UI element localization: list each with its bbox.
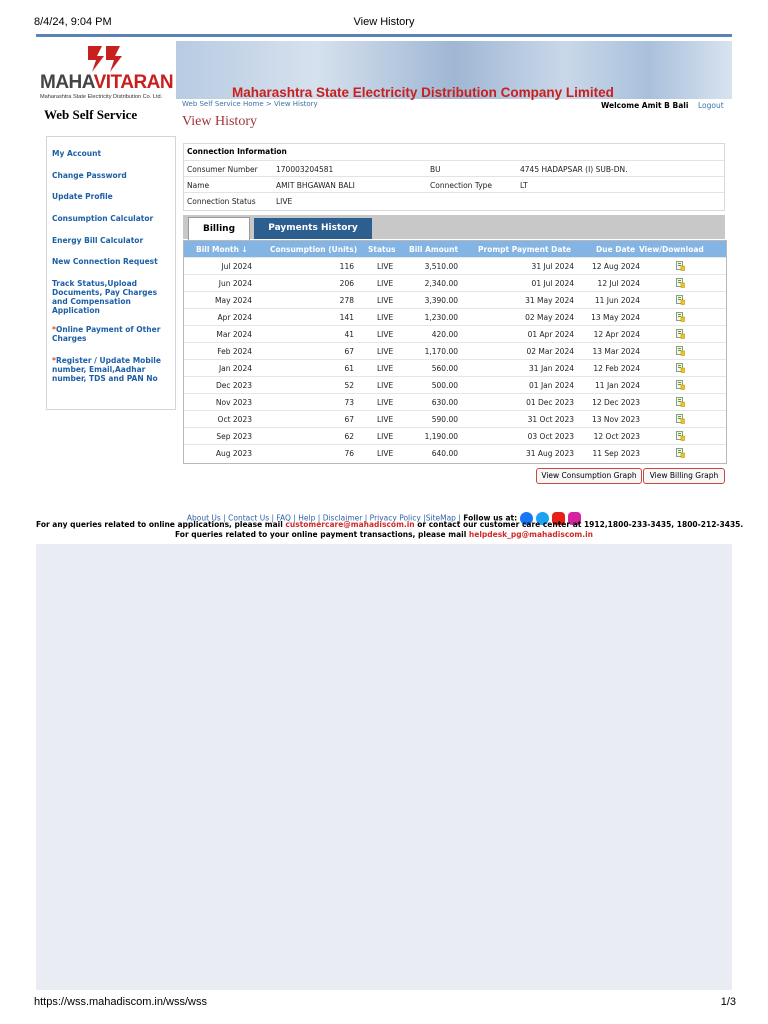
col-prompt-date: Prompt Payment Date xyxy=(478,245,572,254)
bill-month: Jun 2024 xyxy=(218,279,252,288)
consumption-units: 141 xyxy=(339,313,354,322)
sidebar-item-consumption-calculator[interactable]: Consumption Calculator xyxy=(52,214,154,223)
bu-value: 4745 HADAPSAR (I) SUB-DN. xyxy=(520,165,628,174)
sidebar-item-update-profile[interactable]: Update Profile xyxy=(52,192,113,201)
status: LIVE xyxy=(377,398,394,407)
prompt-payment-date: 01 Jan 2024 xyxy=(529,381,574,390)
consumption-units: 206 xyxy=(339,279,354,288)
download-bill-icon[interactable] xyxy=(676,380,685,390)
due-date: 12 Apr 2024 xyxy=(593,330,640,339)
download-bill-icon[interactable] xyxy=(676,278,685,288)
page-frame xyxy=(36,34,744,990)
breadcrumb[interactable]: Web Self Service Home > View History xyxy=(182,100,318,108)
col-view-download: View/Download xyxy=(639,245,704,254)
bill-month: Nov 2023 xyxy=(215,398,252,407)
consumption-units: 61 xyxy=(344,364,354,373)
bill-month: Apr 2024 xyxy=(217,313,252,322)
table-row xyxy=(184,410,726,428)
footer-links: About Us | Contact Us | FAQ | Help | Disclaimer | Privacy Policy |SiteMap | Follow us at: xyxy=(36,512,732,525)
bill-amount: 3,390.00 xyxy=(424,296,458,305)
bill-amount: 590.00 xyxy=(431,415,458,424)
prompt-payment-date: 31 Oct 2023 xyxy=(527,415,574,424)
due-date: 13 Nov 2023 xyxy=(591,415,640,424)
bill-month: Jan 2024 xyxy=(218,364,252,373)
bill-amount: 500.00 xyxy=(431,381,458,390)
bill-amount: 1,170.00 xyxy=(424,347,458,356)
due-date: 11 Jun 2024 xyxy=(594,296,640,305)
due-date: 13 May 2024 xyxy=(591,313,640,322)
connection-info xyxy=(183,143,725,211)
status: LIVE xyxy=(377,415,394,424)
customercare-email-link[interactable]: customercare@mahadiscom.in xyxy=(285,520,415,529)
status: LIVE xyxy=(377,364,394,373)
sidebar-title: Web Self Service xyxy=(44,107,138,122)
connection-info-heading: Connection Information xyxy=(187,147,287,156)
bill-month: Feb 2024 xyxy=(217,347,252,356)
footer-line-queries: For any queries related to online applications, please mail customercare@mahadiscom.in or contact our customer care center at 1912,1800-233-3435, 1800-212-3435. xyxy=(36,520,744,529)
status: LIVE xyxy=(377,313,394,322)
due-date: 12 Jul 2024 xyxy=(597,279,640,288)
bill-month: Aug 2023 xyxy=(215,449,252,458)
consumer-number-label: Consumer Number xyxy=(187,165,258,174)
connection-type: LT xyxy=(520,181,528,190)
company-name: Maharashtra State Electricity Distribution Company Limited xyxy=(232,85,614,100)
due-date: 12 Feb 2024 xyxy=(593,364,640,373)
conn-row xyxy=(184,192,724,209)
consumption-units: 76 xyxy=(344,449,354,458)
bill-month: Sep 2023 xyxy=(216,432,252,441)
download-bill-icon[interactable] xyxy=(676,363,685,373)
sidebar xyxy=(46,136,176,410)
consumption-units: 41 xyxy=(344,330,354,339)
table-row xyxy=(184,359,726,377)
table-header xyxy=(184,241,726,257)
print-url: https://wss.mahadiscom.in/wss/wss xyxy=(34,996,207,1008)
bill-month: Oct 2023 xyxy=(217,415,252,424)
consumption-units: 67 xyxy=(344,347,354,356)
consumption-units: 73 xyxy=(344,398,354,407)
print-title: View History xyxy=(353,16,415,28)
prompt-payment-date: 31 Jul 2024 xyxy=(531,262,574,271)
status: LIVE xyxy=(377,449,394,458)
download-bill-icon[interactable] xyxy=(676,414,685,424)
conn-row xyxy=(184,160,724,177)
helpdesk-email-link[interactable]: helpdesk_pg@mahadiscom.in xyxy=(468,530,594,539)
col-bill-month[interactable]: Bill Month ↓ xyxy=(196,245,248,254)
bill-amount: 630.00 xyxy=(431,398,458,407)
table-row xyxy=(184,257,726,275)
footer-link-disclaimer[interactable]: Disclaimer xyxy=(322,513,363,523)
sort-down-icon: ↓ xyxy=(241,245,248,254)
due-date: 11 Jan 2024 xyxy=(595,381,640,390)
download-bill-icon[interactable] xyxy=(676,295,685,305)
sidebar-item-new-connection[interactable]: New Connection Request xyxy=(52,257,158,266)
prompt-payment-date: 01 Apr 2024 xyxy=(527,330,574,339)
prompt-payment-date: 31 Aug 2023 xyxy=(525,449,574,458)
bill-month: Mar 2024 xyxy=(216,330,252,339)
due-date: 12 Dec 2023 xyxy=(592,398,640,407)
col-due-date: Due Date xyxy=(596,245,636,254)
bill-month: Jul 2024 xyxy=(221,262,252,271)
table-row xyxy=(184,376,726,394)
download-bill-icon[interactable] xyxy=(676,261,685,271)
bill-amount: 1,190.00 xyxy=(424,432,458,441)
consumption-units: 62 xyxy=(344,432,354,441)
tab-payments-history[interactable]: Payments History xyxy=(254,218,372,239)
bill-amount: 3,510.00 xyxy=(424,262,458,271)
footer-link-about[interactable]: About Us xyxy=(186,513,221,523)
sidebar-item-energy-bill-calculator[interactable]: Energy Bill Calculator xyxy=(52,236,144,245)
footer-link-faq[interactable]: FAQ xyxy=(276,513,291,523)
bill-amount: 1,230.00 xyxy=(424,313,458,322)
prompt-payment-date: 03 Oct 2023 xyxy=(527,432,574,441)
footer-link-help[interactable]: Help xyxy=(298,513,316,523)
logo-subtitle: Maharashtra State Electricity Distribution Co. Ltd. xyxy=(40,94,163,100)
name-label: Name xyxy=(187,181,210,190)
col-status: Status xyxy=(368,245,396,254)
table-row xyxy=(184,393,726,411)
footer-line-payments: For queries related to your online payment transactions, please mail helpdesk_pg@mahadiscom.in xyxy=(174,530,594,539)
bill-month: Dec 2023 xyxy=(216,381,252,390)
table-row xyxy=(184,274,726,292)
tab-billing[interactable]: Billing xyxy=(188,217,250,240)
bill-amount: 2,340.00 xyxy=(424,279,458,288)
print-datetime: 8/4/24, 9:04 PM xyxy=(34,16,112,28)
billing-table xyxy=(183,240,727,464)
consumption-units: 67 xyxy=(344,415,354,424)
prompt-payment-date: 02 Mar 2024 xyxy=(526,347,574,356)
sidebar-item-online-payment[interactable]: *Online Payment of Other Charges xyxy=(52,325,161,343)
download-bill-icon[interactable] xyxy=(676,448,685,458)
footer-link-sitemap[interactable]: SiteMap xyxy=(425,513,456,523)
sidebar-item-register-update[interactable]: *Register / Update Mobile number, Email,Aadhar number, TDS and PAN No xyxy=(52,356,161,383)
download-bill-icon[interactable] xyxy=(676,397,685,407)
status-label: Connection Status xyxy=(187,197,256,206)
consumer-number: 170003204581 xyxy=(276,165,334,174)
col-consumption: Consumption (Units) xyxy=(270,245,358,254)
print-page-number: 1/3 xyxy=(720,996,736,1008)
consumption-units: 116 xyxy=(339,262,354,271)
content-area xyxy=(36,34,744,544)
table-row xyxy=(184,325,726,343)
logout-link[interactable]: Logout xyxy=(698,101,724,110)
bill-amount: 420.00 xyxy=(431,330,458,339)
bu-label: BU xyxy=(430,165,441,174)
conn-row xyxy=(184,176,724,193)
consumption-units: 278 xyxy=(339,296,354,305)
status: LIVE xyxy=(377,296,394,305)
top-line xyxy=(36,34,732,37)
status: LIVE xyxy=(377,432,394,441)
status: LIVE xyxy=(377,279,394,288)
sidebar-item-change-password[interactable]: Change Password xyxy=(52,171,127,180)
prompt-payment-date: 01 Jul 2024 xyxy=(531,279,574,288)
sidebar-item-my-account[interactable]: My Account xyxy=(52,149,102,158)
footer-link-contact[interactable]: Contact Us xyxy=(228,513,270,523)
table-row xyxy=(184,342,726,360)
view-billing-graph-button[interactable]: View Billing Graph xyxy=(643,468,725,484)
follow-us-label: Follow us at: xyxy=(463,513,518,523)
view-consumption-graph-button[interactable]: View Consumption Graph xyxy=(536,468,642,484)
bill-amount: 640.00 xyxy=(431,449,458,458)
bill-amount: 560.00 xyxy=(431,364,458,373)
table-row xyxy=(184,308,726,326)
due-date: 12 Aug 2024 xyxy=(591,262,640,271)
lightning-logo-icon xyxy=(84,44,124,74)
download-bill-icon[interactable] xyxy=(676,329,685,339)
page-title: View History xyxy=(182,114,257,129)
prompt-payment-date: 01 Dec 2023 xyxy=(526,398,574,407)
due-date: 13 Mar 2024 xyxy=(592,347,640,356)
consumption-units: 52 xyxy=(344,381,354,390)
download-bill-icon[interactable] xyxy=(676,346,685,356)
col-bill-amount: Bill Amount xyxy=(409,245,459,254)
bill-month: May 2024 xyxy=(215,296,252,305)
welcome-text: Welcome Amit B Bali xyxy=(601,101,689,110)
connection-status: LIVE xyxy=(276,197,293,206)
download-bill-icon[interactable] xyxy=(676,431,685,441)
logo-wordmark: MAHAVITARAN xyxy=(40,72,174,93)
status: LIVE xyxy=(377,262,394,271)
status: LIVE xyxy=(377,347,394,356)
tab-bar xyxy=(183,215,725,239)
consumer-name: AMIT BHGAWAN BALI xyxy=(276,181,355,190)
due-date: 12 Oct 2023 xyxy=(593,432,640,441)
table-row xyxy=(184,291,726,309)
download-bill-icon[interactable] xyxy=(676,312,685,322)
footer-link-privacy[interactable]: Privacy Policy xyxy=(369,513,421,523)
prompt-payment-date: 31 May 2024 xyxy=(525,296,574,305)
connection-type-label: Connection Type xyxy=(430,181,493,190)
sidebar-item-track-status[interactable]: Track Status,Upload Documents, Pay Charges and Compensation Application xyxy=(52,279,158,315)
table-row xyxy=(184,444,726,462)
prompt-payment-date: 02 May 2024 xyxy=(525,313,574,322)
due-date: 11 Sep 2023 xyxy=(592,449,640,458)
table-row xyxy=(184,427,726,445)
status: LIVE xyxy=(377,330,394,339)
prompt-payment-date: 31 Jan 2024 xyxy=(529,364,574,373)
status: LIVE xyxy=(377,381,394,390)
